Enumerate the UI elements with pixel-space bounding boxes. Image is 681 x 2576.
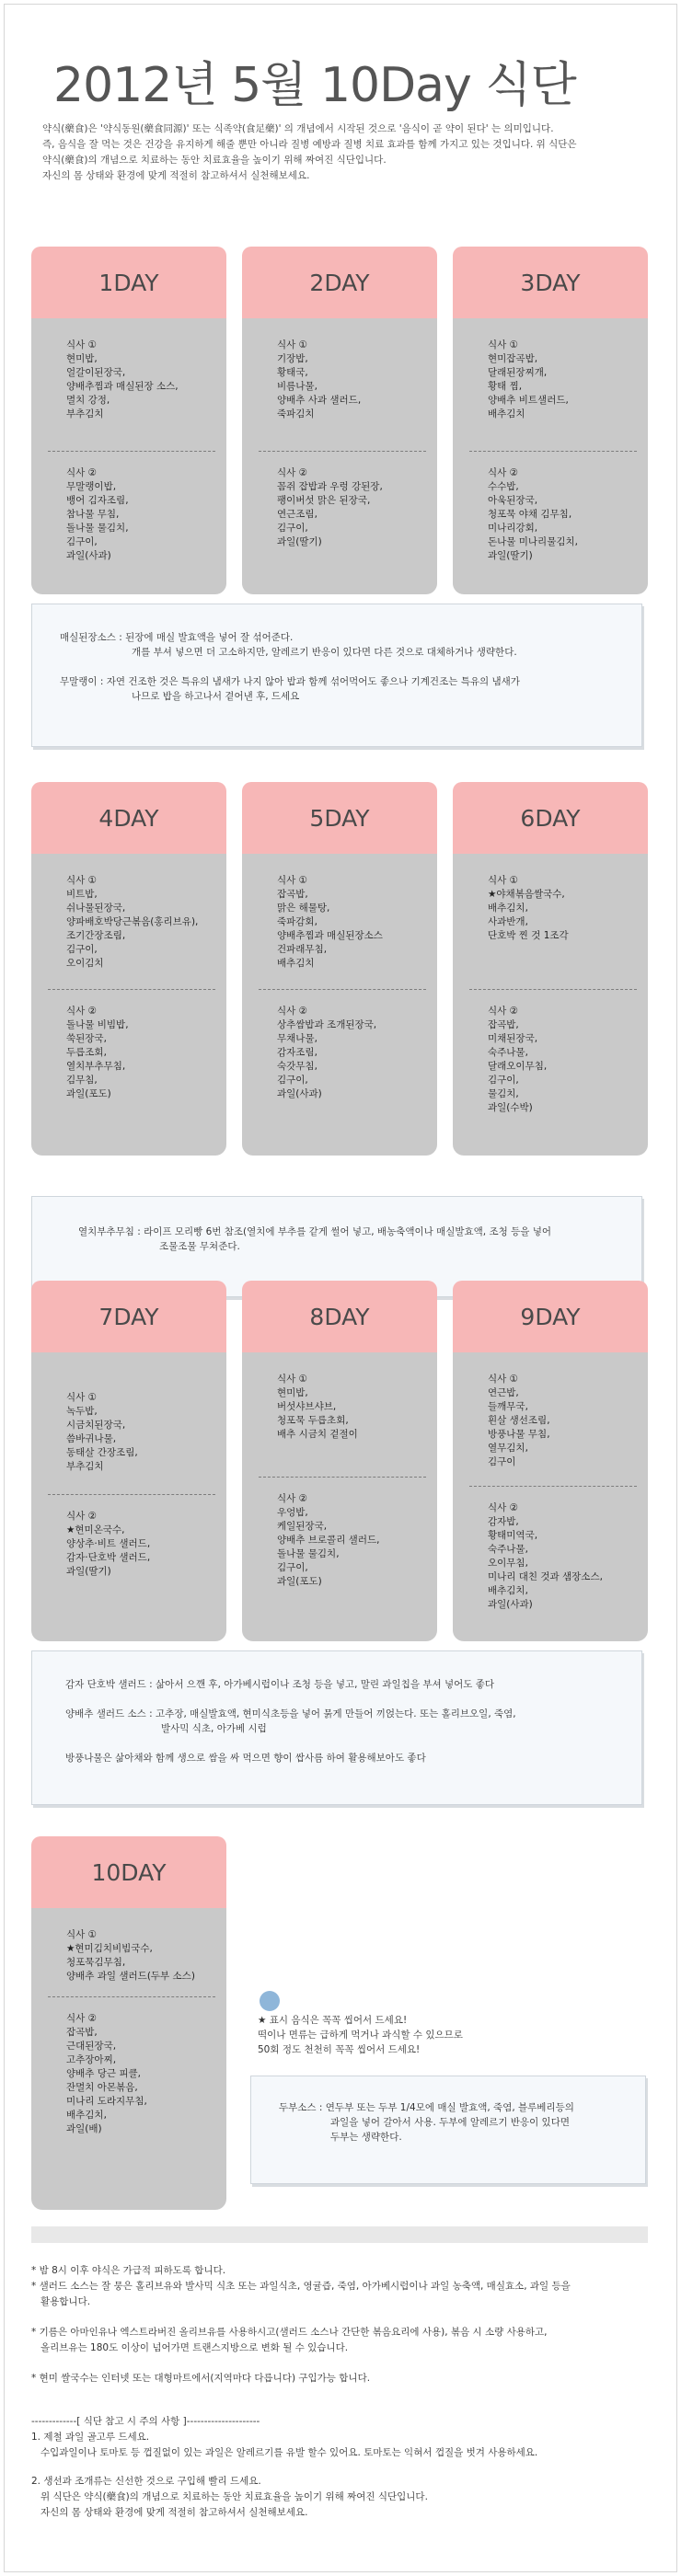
menu-item: 김구이, — [277, 523, 308, 534]
footer-line: * 현미 쌀국수는 인터넷 또는 대형마트에서(지역마다 다릅니다) 구입가능 합니다. — [31, 2373, 371, 2384]
meal-title: 식사 ② — [277, 467, 308, 478]
footer-notes — [31, 2263, 648, 2521]
menu-item: ★현미김치비빔국수, — [66, 1943, 153, 1954]
meal-divider — [48, 989, 215, 990]
meal-title: 식사 ② — [66, 2013, 98, 2024]
menu-item: 방풍나물 무침, — [488, 1429, 550, 1440]
menu-item: 청포묵 두릅초회, — [277, 1415, 349, 1426]
tip-line: 50회 정도 천천히 꼭꼭 씹어서 드세요! — [258, 2044, 421, 2055]
note-box-1 — [31, 604, 642, 747]
menu-item: 무채나물, — [277, 1033, 317, 1044]
menu-item: 양배추 사과 샐러드, — [277, 395, 362, 406]
note-line: 무말랭이 : 자연 건조한 것은 특유의 냄새가 나지 않아 밥과 함께 섞어먹어도 좋으나 기계건조는 특유의 냄새가 — [60, 676, 520, 687]
meal-divider — [469, 451, 637, 452]
meal-divider — [469, 989, 637, 990]
menu-item: 연근밥, — [488, 1387, 519, 1398]
menu-item: 양배추찜과 매실된장 소스, — [66, 381, 179, 392]
meal-divider — [259, 451, 426, 452]
day-label: 10DAY — [31, 1836, 226, 1908]
footer-line: * 기름은 아마인유나 엑스트라버진 올리브유를 사용하시고(샐러드 소스나 간단한 볶음요리에 사용), 볶음 시 소량 사용하고, — [31, 2327, 548, 2338]
meal-1 — [488, 339, 633, 421]
day-menu — [453, 854, 648, 1156]
menu-item: 씀바귀나물, — [66, 1433, 117, 1444]
menu-item: 현미밥, — [277, 1387, 308, 1398]
menu-item: 열치부추무침, — [66, 1061, 126, 1072]
menu-item: 양배추 당근 피클, — [66, 2068, 142, 2079]
menu-item: 돈나물 미나리물김치, — [488, 536, 578, 547]
menu-item: 상추쌈밥과 조개된장국, — [277, 1019, 377, 1030]
menu-item: 건파래무침, — [277, 944, 328, 955]
meal-title: 식사 ① — [277, 339, 308, 351]
menu-item: 참나물 무침, — [66, 509, 120, 520]
day-menu — [31, 1352, 226, 1641]
menu-item: 숙주나물, — [488, 1047, 528, 1058]
menu-item: 팽이버섯 맑은 된장국, — [277, 495, 371, 506]
day-card-10 — [31, 1836, 226, 2210]
meal-2 — [66, 1005, 212, 1101]
tip-line: 떡이나 면류는 급하게 먹거나 과식할 수 있으므로 — [258, 2030, 463, 2041]
meal-1 — [488, 1373, 633, 1469]
caution-line: 자신의 몸 상태와 환경에 맞게 적절히 참고하셔서 실천해보세요. — [40, 2507, 308, 2518]
meal-1 — [277, 874, 422, 971]
menu-item: 양배추 과일 샐러드(두부 소스) — [66, 1971, 195, 1982]
menu-item: 죽파김치 — [277, 408, 315, 420]
menu-item: 시금치된장국, — [66, 1420, 126, 1431]
note-line: 열치부추무침 : 라이프 모리빵 6번 참조(열치에 부추를 같게 썰어 넣고, 배농축액이나 매실발효액, 조청 등을 넣어 — [78, 1226, 552, 1237]
menu-item: 김무침, — [66, 1075, 98, 1086]
tip-bullet-icon — [260, 1991, 280, 2011]
menu-item: 배추김치, — [488, 1585, 528, 1596]
meal-title: 식사 ① — [277, 875, 308, 886]
intro-text — [42, 121, 641, 184]
meal-divider — [48, 1494, 215, 1495]
day-card-7 — [31, 1281, 226, 1641]
menu-item: 죽파감회, — [277, 916, 317, 927]
meal-2 — [66, 1510, 212, 1579]
menu-item: 잡곡밥, — [277, 889, 308, 900]
meal-2 — [277, 1005, 422, 1101]
menu-item: 숙주나물, — [488, 1544, 528, 1555]
menu-item: 양배추 브로콜리 샐러드, — [277, 1535, 380, 1546]
meal-title: 식사 ① — [277, 1374, 308, 1385]
menu-item: 잡곡밥, — [488, 1019, 519, 1030]
meal-2 — [66, 2012, 212, 2136]
day-menu — [242, 318, 437, 594]
meal-1 — [277, 339, 422, 421]
menu-item: 과일(사과) — [277, 1088, 322, 1099]
meal-1 — [66, 874, 212, 971]
menu-item: 현미잡곡밥, — [488, 353, 538, 364]
meal-title: 식사 ① — [66, 339, 98, 351]
day-label: 2DAY — [242, 247, 437, 318]
note-line: 과일을 넣어 갈아서 사용. 두부에 알레르기 반응이 있다면 — [330, 2117, 570, 2128]
caution-line: 위 식단은 약식(藥食)의 개념으로 치료하는 동안 치료효율을 높이기 위해 짜여진 식단입니다. — [40, 2491, 428, 2502]
meal-divider — [259, 989, 426, 990]
menu-item: 과일(딸기) — [277, 536, 322, 547]
meal-title: 식사 ① — [488, 339, 519, 351]
menu-item: 근대된장국, — [66, 2041, 117, 2052]
note-line: 조물조물 무쳐준다. — [159, 1241, 240, 1252]
menu-item: 황태 찜, — [488, 381, 523, 392]
menu-item: 단호박 찐 것 1조각 — [488, 930, 569, 941]
meal-2 — [277, 1492, 422, 1589]
day-label: 9DAY — [453, 1281, 648, 1352]
menu-item: 과일(딸기) — [66, 1566, 111, 1577]
day-card-8 — [242, 1281, 437, 1641]
menu-item: 무말랭이밥, — [66, 481, 117, 492]
intro-line: 약식(藥食)의 개념으로 치료하는 동안 치료효율을 높이기 위해 짜여진 식단입니다. — [42, 155, 387, 166]
day-label: 5DAY — [242, 782, 437, 854]
footer-line: * 밤 8시 이후 야식은 가급적 피하도록 합니다. — [31, 2265, 226, 2276]
meal-title: 식사 ② — [277, 1006, 308, 1017]
day-label: 4DAY — [31, 782, 226, 854]
meal-2 — [66, 466, 212, 563]
menu-item: 감자밥, — [488, 1516, 519, 1527]
menu-item: ★야채볶음쌀국수, — [488, 889, 565, 900]
menu-item: 과일(사과) — [66, 550, 111, 561]
menu-item: 부추김치 — [66, 408, 104, 420]
note-box-4 — [250, 2076, 646, 2184]
menu-item: 두릅조회, — [66, 1047, 107, 1058]
menu-item: 버섯샤브샤브, — [277, 1401, 337, 1412]
note-box-3 — [31, 1650, 642, 1805]
menu-item: 들깨무국, — [488, 1401, 528, 1412]
menu-item: 맑은 해물탕, — [277, 903, 330, 914]
menu-item: 우엉밥, — [277, 1507, 308, 1518]
menu-item: 청포묵김무침, — [66, 1957, 126, 1968]
note-line: 방풍나물은 삶아채와 함께 생으로 쌈을 싸 먹으면 향이 쌉사름 하여 활용해보아도 좋다 — [65, 1753, 426, 1764]
caution-line: 1. 제철 과일 골고루 드세요. — [31, 2432, 150, 2443]
meal-divider — [48, 451, 215, 452]
meal-1 — [277, 1373, 422, 1442]
menu-item: 케일된장국, — [277, 1521, 328, 1532]
day-menu — [453, 1352, 648, 1641]
chewing-tip — [258, 2013, 463, 2057]
day-card-2 — [242, 247, 437, 594]
note-line: 양배추 샐러드 소스 : 고추장, 매실발효액, 현미식초등을 넣어 묽게 만들어 끼얹는다. 또는 홀리브오일, 죽염, — [65, 1708, 516, 1719]
menu-item: 황태미역국, — [488, 1530, 538, 1541]
day-card-9 — [453, 1281, 648, 1641]
menu-item: 수수밥, — [488, 481, 519, 492]
menu-item: 멸치 강정, — [66, 395, 110, 406]
menu-item: 비름나물, — [277, 381, 317, 392]
menu-item: 김구이, — [277, 1562, 308, 1573]
meal-2 — [488, 1005, 633, 1115]
meal-2 — [488, 466, 633, 563]
meal-title: 식사 ② — [66, 1511, 98, 1522]
menu-item: 청포묵 야채 김무침, — [488, 509, 572, 520]
day-label: 3DAY — [453, 247, 648, 318]
meal-title: 식사 ① — [488, 1374, 519, 1385]
meal-1 — [66, 339, 212, 421]
day-menu — [31, 318, 226, 594]
meal-2 — [277, 466, 422, 549]
meal-1 — [488, 874, 633, 943]
intro-line: 자신의 몸 상태와 환경에 맞게 적절히 참고하셔서 실천해보세요. — [42, 170, 310, 181]
menu-item: 과일(포도) — [66, 1088, 111, 1099]
tip-line: ★ 표시 음식은 꼭꼭 씹어서 드세요! — [258, 2015, 408, 2026]
day-label: 8DAY — [242, 1281, 437, 1352]
menu-item: 미나리강회, — [488, 523, 538, 534]
note-line: 두부는 생략한다. — [330, 2132, 402, 2143]
menu-item: 현미밥, — [66, 353, 98, 364]
footer-line: * 샐러드 소스는 잘 뭉은 홀리브유와 발사믹 식초 또는 과일식초, 영귤즙, 죽염, 아가베시럽이나 과일 농축액, 매실효소, 과일 등을 — [31, 2281, 571, 2292]
menu-item: 배추김치, — [488, 903, 528, 914]
meal-divider — [259, 1477, 426, 1478]
meal-title: 식사 ② — [66, 1006, 98, 1017]
menu-item: 과일(수박) — [488, 1102, 533, 1113]
menu-item: 달래오이무침, — [488, 1061, 548, 1072]
menu-item: 얼갈이된장국, — [66, 367, 126, 378]
menu-item: 황태국, — [277, 367, 308, 378]
day-menu — [242, 1352, 437, 1641]
note-line: 매실된장소스 : 된장에 매실 발효액을 넣어 잘 섞어준다. — [60, 632, 294, 643]
menu-item: 비트밥, — [66, 889, 98, 900]
meal-title: 식사 ② — [277, 1493, 308, 1504]
meal-1 — [66, 1391, 212, 1474]
menu-item: 돌나물 물김치, — [66, 523, 129, 534]
menu-item: ★현미온국수, — [66, 1524, 125, 1535]
menu-item: 과일(사과) — [488, 1599, 533, 1610]
meal-divider — [48, 1996, 215, 1997]
menu-item: 돌나물 비빔밥, — [66, 1019, 129, 1030]
menu-item: 꼼쥐 잡밥과 우렁 강된장, — [277, 481, 383, 492]
menu-item: 김구이, — [66, 944, 98, 955]
day-menu — [242, 854, 437, 1156]
menu-item: 양배추찜과 매실된장소스 — [277, 930, 383, 941]
menu-item: 조기간장조림, — [66, 930, 126, 941]
day-card-6 — [453, 782, 648, 1156]
menu-item: 기장밥, — [277, 353, 308, 364]
menu-item: 물김치, — [488, 1088, 519, 1099]
menu-item: 과일(배) — [66, 2123, 102, 2134]
menu-item: 동태살 간장조림, — [66, 1447, 138, 1458]
menu-item: 배추김치 — [488, 408, 525, 420]
menu-item: 배추 시금치 겉절이 — [277, 1429, 358, 1440]
note-line: 발사믹 식초, 아가베 시럽 — [161, 1723, 267, 1734]
meal-title: 식사 ① — [488, 875, 519, 886]
day-label: 1DAY — [31, 247, 226, 318]
divider-bar — [31, 2226, 648, 2243]
menu-item: 김구이, — [66, 536, 98, 547]
menu-item: 김구이 — [488, 1456, 516, 1467]
menu-item: 양파배호박당근볶음(홍리브유), — [66, 916, 199, 927]
note-line: 나므로 밥을 하고나서 곁어낸 후, 드세요 — [132, 691, 300, 702]
menu-item: 돌나물 물김치, — [277, 1548, 340, 1559]
menu-item: 숙갓무침, — [277, 1061, 317, 1072]
meal-title: 식사 ① — [66, 1392, 98, 1403]
intro-line: 약식(藥食)은 '약식동원(藥食同源)' 또는 식족약(食足藥)' 의 개념에서 시작된 것으로 '음식이 곧 약이 된다' 는 의미입니다. — [42, 123, 554, 134]
menu-item: 감자조림, — [277, 1047, 317, 1058]
note-line: 개를 부셔 넣으면 더 고소하지만, 알레르기 반응이 있다면 다른 것으로 대체하거나 생략한다. — [132, 647, 517, 658]
menu-item: 잔멸치 아몬볶음, — [66, 2082, 138, 2093]
day-label: 7DAY — [31, 1281, 226, 1352]
menu-item: 배추김치 — [277, 958, 315, 969]
menu-item: 흰살 생선조림, — [488, 1415, 550, 1426]
day-card-1 — [31, 247, 226, 594]
meal-title: 식사 ② — [488, 1502, 519, 1513]
meal-2 — [488, 1501, 633, 1612]
menu-item: 고추장아찌, — [66, 2054, 117, 2065]
menu-item: 아욱된장국, — [488, 495, 538, 506]
menu-item: 잡곡밥, — [66, 2027, 98, 2038]
menu-item: 김구이, — [277, 1075, 308, 1086]
menu-item: 미채된장국, — [488, 1033, 538, 1044]
menu-item: 뱅어 김자조림, — [66, 495, 129, 506]
menu-item: 연근조림, — [277, 509, 317, 520]
meal-title: 식사 ② — [488, 1006, 519, 1017]
menu-item: 오이무침, — [488, 1558, 528, 1569]
day-card-4 — [31, 782, 226, 1156]
menu-item: 과일(딸기) — [488, 550, 533, 561]
day-menu — [31, 854, 226, 1156]
caution-title: -------------[ 식단 참고 시 주의 사항 ]--------------------- — [31, 2416, 260, 2427]
meal-title: 식사 ① — [66, 1929, 98, 1940]
meal-title: 식사 ① — [66, 875, 98, 886]
footer-line: 활용합니다. — [40, 2296, 91, 2307]
menu-item: 과일(포도) — [277, 1576, 322, 1587]
menu-item: 쑥된장국, — [66, 1033, 107, 1044]
day-menu — [453, 318, 648, 594]
meal-divider — [469, 1486, 637, 1487]
menu-item: 양상추·비트 샐러드, — [66, 1538, 151, 1549]
meal-1 — [66, 1928, 212, 1984]
caution-line: 수입과일이나 토마토 등 껍질없이 있는 과일은 알레르기를 유발 할수 있어요. 토마토는 익혀서 껍질을 벗겨 사용하세요. — [40, 2447, 538, 2458]
intro-line: 즉, 음식을 잘 먹는 것은 건강을 유지하게 해줄 뿐만 아니라 질병 예방과 질병 치료 효과를 함께 가지고 있는 것입니다. 위 식단은 — [42, 139, 577, 150]
menu-item: 쉬나물된장국, — [66, 903, 126, 914]
day-card-5 — [242, 782, 437, 1156]
menu-item: 미나리 대친 것과 샘장소스, — [488, 1571, 603, 1582]
meal-title: 식사 ② — [488, 467, 519, 478]
day-label: 6DAY — [453, 782, 648, 854]
menu-item: 열무김치, — [488, 1443, 528, 1454]
caution-line: 2. 생선과 조개류는 신선한 것으로 구입해 빨리 드세요. — [31, 2476, 261, 2487]
menu-item: 사과반개, — [488, 916, 528, 927]
day-card-3 — [453, 247, 648, 594]
meal-title: 식사 ② — [66, 467, 98, 478]
menu-item: 감자·단호박 샐러드, — [66, 1552, 151, 1563]
menu-item: 녹두밥, — [66, 1406, 98, 1417]
page-title: 2012년 5월 10Day 식단 — [53, 58, 576, 113]
footer-line: 올리브유는 180도 이상이 넘어가면 트랜스지방으로 변화 될 수 있습니다. — [40, 2342, 349, 2353]
menu-item: 달래된장찌개, — [488, 367, 548, 378]
menu-item: 김구이, — [488, 1075, 519, 1086]
menu-item: 양배추 비트샐러드, — [488, 395, 569, 406]
menu-item: 부추김치 — [66, 1461, 104, 1472]
note-line: 감자 단호박 샐러드 : 삶아서 으깬 후, 아가베시럽이나 조청 등을 넣고, 말린 과일칩을 부셔 넣어도 좋다 — [65, 1679, 494, 1690]
menu-item: 오이김치 — [66, 958, 104, 969]
menu-item: 미나리 도라지무침, — [66, 2096, 147, 2107]
note-line: 두부소스 : 연두부 또는 두부 1/4모에 매실 발효액, 죽염, 블루베리등의 — [279, 2102, 574, 2113]
day-menu — [31, 1908, 226, 2210]
menu-item: 배추김치, — [66, 2110, 107, 2121]
